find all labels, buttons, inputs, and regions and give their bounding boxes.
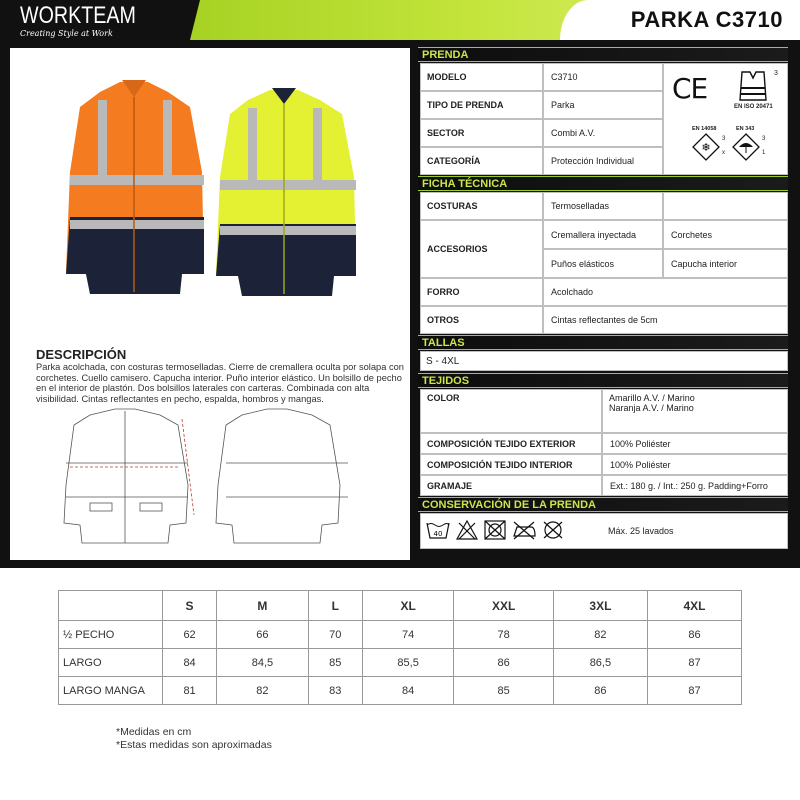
sector-label: SECTOR [420,119,543,147]
tejido-exterior-label: COMPOSICIÓN TEJIDO EXTERIOR [420,433,602,454]
technical-drawing [60,405,350,550]
row-label-largo-manga: LARGO MANGA [59,677,163,705]
table-row [59,621,742,649]
svg-text:❄: ❄ [701,141,711,154]
en14058-value-2: x [722,150,725,156]
accesorio-4: Capucha interior [663,249,788,278]
accesorio-2: Corchetes [663,220,788,249]
table-cell: 70 [308,621,362,649]
table-cell: 87 [647,677,741,705]
care-icons [425,519,565,543]
gramaje-label: GRAMAJE [420,475,602,496]
yellow-jacket-image [216,88,356,296]
table-cell: 84 [163,649,217,677]
jacket-photos [30,52,390,307]
size-header-4xl: 4XL [647,591,741,621]
accesorio-1: Cremallera inyectada [543,220,663,249]
tipo-prenda-label: TIPO DE PRENDA [420,91,543,119]
row-label-pecho: ½ PECHO [59,621,163,649]
costuras-value: Termoselladas [543,192,663,220]
en343-label: EN 343 [736,126,755,132]
size-header-xxl: XXL [454,591,553,621]
certification-block [663,63,788,175]
cold-protection-icon [692,133,720,161]
color-values [602,389,788,433]
table-cell: 84 [362,677,454,705]
note-1: *Medidas en cm [116,726,192,738]
table-cell: 85 [454,677,553,705]
iso-class-number: 3 [774,70,778,77]
size-header-3xl: 3XL [553,591,647,621]
size-header-s: S [163,591,217,621]
table-cell: 85,5 [362,649,454,677]
brand-name: WORKTEAM [20,2,136,29]
accesorio-3: Puños elásticos [543,249,663,278]
table-cell: 81 [163,677,217,705]
wash-temp: 40 [433,530,443,538]
table-cell: 82 [217,677,309,705]
table-cell: 86 [647,621,741,649]
forro-value: Acolchado [543,278,788,306]
size-table [58,590,742,705]
table-cell: 78 [454,621,553,649]
table-cell: 74 [362,621,454,649]
no-iron-icon [511,519,537,541]
color-label: COLOR [420,389,602,433]
table-cell: 62 [163,621,217,649]
section-header-tallas: TALLAS [418,335,788,350]
table-cell: 83 [308,677,362,705]
costuras-label: COSTURAS [420,192,543,220]
categoria-value: Protección Individual [543,147,663,175]
size-notes [116,726,272,752]
categoria-label: CATEGORÍA [420,147,543,175]
wash-40-icon [425,519,451,541]
modelo-value: C3710 [543,63,663,91]
row-label-largo: LARGO [59,649,163,677]
costuras-empty-cell [663,192,788,220]
size-header-m: M [217,591,309,621]
color-value-2: Naranja A.V. / Marino [609,403,694,413]
tejido-interior-value: 100% Poliéster [602,454,788,475]
section-header-ficha: FICHA TÉCNICA [418,176,788,191]
color-value-1: Amarillo A.V. / Marino [609,393,695,403]
tipo-prenda-value: Parka [543,91,663,119]
table-row [59,677,742,705]
ce-mark: CE [672,72,708,105]
table-cell: 86 [553,677,647,705]
sector-value: Combi A.V. [543,119,663,147]
size-header-empty [59,591,163,621]
gramaje-value: Ext.: 180 g. / Int.: 250 g. Padding+Forro [602,475,788,496]
en343-value-2: 1 [762,150,766,156]
accesorios-label: ACCESORIOS [420,220,543,278]
otros-value: Cintas reflectantes de 5cm [543,306,788,334]
modelo-label: MODELO [420,63,543,91]
tallas-value: S - 4XL [420,351,788,371]
iso-label: EN ISO 20471 [734,104,773,110]
description-text: Parka acolchada, con costuras termoselladas. Cierre de cremallera oculta por solapa con corchetes. Cuello camisero. Capucha interior. Puño interior elástico. Un bolsillo de pecho en el interior de plastón. Dos bolsillos laterales con carteras. Combinada con alta visibilidad. Cintas reflectantes en pecho, espalda, hombros y mangas. [36,362,404,404]
no-dry-clean-icon [541,519,565,541]
brand-logo [20,4,161,38]
table-cell: 82 [553,621,647,649]
size-table-header [59,591,742,621]
table-cell: 87 [647,649,741,677]
page-title: PARKA C3710 [630,7,783,32]
hi-vis-vest-icon [736,70,770,102]
otros-label: OTROS [420,306,543,334]
description-title: DESCRIPCIÓN [36,347,127,362]
tejido-interior-label: COMPOSICIÓN TEJIDO INTERIOR [420,454,602,475]
section-header-tejidos: TEJIDOS [418,373,788,388]
forro-label: FORRO [420,278,543,306]
table-cell: 85 [308,649,362,677]
table-cell: 66 [217,621,309,649]
table-cell: 84,5 [217,649,309,677]
tejido-exterior-value: 100% Poliéster [602,433,788,454]
table-cell: 86,5 [553,649,647,677]
section-header-prenda: PRENDA [418,47,788,62]
size-header-xl: XL [362,591,454,621]
en14058-value-1: 3 [722,136,726,142]
no-tumble-dry-icon [483,519,507,541]
orange-jacket-image [66,80,204,294]
en14058-label: EN 14058 [692,126,717,132]
brand-tagline: Creating Style at Work [20,29,113,38]
wash-limit-text: Máx. 25 lavados [608,526,674,536]
no-bleach-icon [455,519,479,541]
rain-protection-icon [732,133,760,161]
note-2: *Estas medidas son aproximadas [116,739,272,751]
table-row [59,649,742,677]
section-header-conservacion: CONSERVACIÓN DE LA PRENDA [418,497,788,512]
en343-value-1: 3 [762,136,766,142]
size-header-l: L [308,591,362,621]
table-cell: 86 [454,649,553,677]
